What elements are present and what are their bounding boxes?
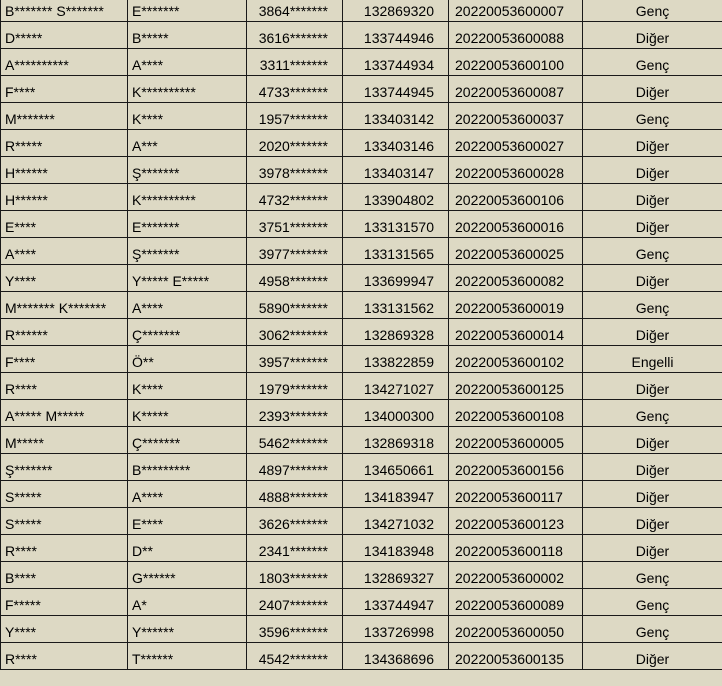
cell-application-no — [449, 130, 583, 157]
cell-application-no-text: 20220053600100 — [455, 57, 565, 73]
cell-surname: E******* — [128, 0, 247, 22]
cell-application-no-text: 20220053600037 — [455, 111, 565, 127]
table-row — [1, 346, 722, 373]
cell-application-no-text: 20220053600135 — [455, 651, 565, 667]
cell-surname: B***** — [128, 22, 247, 49]
cell-application-no — [449, 292, 583, 319]
cell-surname: E**** — [128, 508, 247, 535]
cell-application-no — [449, 265, 583, 292]
cell-application-no — [449, 49, 583, 76]
cell-name: M******* K******* — [1, 292, 128, 319]
cell-surname: Ç******* — [128, 427, 247, 454]
cell-application-no-text: 20220053600014 — [455, 327, 565, 343]
cell-category: Genç — [583, 562, 722, 589]
cell-application-no-text: 20220053600102 — [455, 354, 565, 370]
cell-application-no-text: 20220053600002 — [455, 570, 565, 586]
cell-application-no-text: 20220053600016 — [455, 219, 565, 235]
cell-number: 133403146 — [343, 130, 449, 157]
cell-surname: Ş******* — [128, 238, 247, 265]
cell-application-no — [449, 211, 583, 238]
cell-surname: Y****** — [128, 616, 247, 643]
table-row — [1, 76, 722, 103]
cell-id-masked: 3957******* — [247, 346, 343, 373]
cell-name: H****** — [1, 157, 128, 184]
cell-category: Genç — [583, 49, 722, 76]
cell-category: Diğer — [583, 184, 722, 211]
cell-application-no — [449, 157, 583, 184]
table-row — [1, 616, 722, 643]
cell-category: Diğer — [583, 481, 722, 508]
cell-name: H****** — [1, 184, 128, 211]
cell-application-no-text: 20220053600117 — [455, 489, 563, 505]
cell-surname: A**** — [128, 49, 247, 76]
cell-surname: Ç******* — [128, 319, 247, 346]
table-row — [1, 589, 722, 616]
cell-surname: K**** — [128, 373, 247, 400]
cell-application-no — [449, 589, 583, 616]
cell-application-no-text: 20220053600123 — [455, 516, 565, 532]
cell-number: 133822859 — [343, 346, 449, 373]
cell-category: Diğer — [583, 130, 722, 157]
cell-number: 133904802 — [343, 184, 449, 211]
cell-category: Genç — [583, 589, 722, 616]
cell-id-masked: 4958******* — [247, 265, 343, 292]
cell-category: Diğer — [583, 265, 722, 292]
cell-name: M***** — [1, 427, 128, 454]
cell-id-masked: 4542******* — [247, 643, 343, 670]
table-row — [1, 535, 722, 562]
cell-category: Genç — [583, 616, 722, 643]
cell-id-masked: 3978******* — [247, 157, 343, 184]
cell-name: R***** — [1, 130, 128, 157]
table-row — [1, 400, 722, 427]
cell-name: B**** — [1, 562, 128, 589]
cell-application-no-text: 20220053600108 — [455, 408, 565, 424]
cell-category: Diğer — [583, 643, 722, 670]
cell-surname: K***** — [128, 400, 247, 427]
cell-id-masked: 1803******* — [247, 562, 343, 589]
cell-name: A********** — [1, 49, 128, 76]
cell-category: Diğer — [583, 373, 722, 400]
cell-application-no — [449, 0, 583, 22]
cell-number: 134183947 — [343, 481, 449, 508]
cell-application-no — [449, 400, 583, 427]
cell-name: F***** — [1, 589, 128, 616]
cell-name: R****** — [1, 319, 128, 346]
cell-id-masked: 3626******* — [247, 508, 343, 535]
cell-name: E**** — [1, 211, 128, 238]
cell-number: 133744934 — [343, 49, 449, 76]
cell-category: Diğer — [583, 211, 722, 238]
cell-number: 133403147 — [343, 157, 449, 184]
table-row — [1, 211, 722, 238]
cell-surname: G****** — [128, 562, 247, 589]
cell-application-no-text: 20220053600089 — [455, 597, 565, 613]
cell-id-masked: 3977******* — [247, 238, 343, 265]
cell-application-no — [449, 454, 583, 481]
cell-name: Ş******* — [1, 454, 128, 481]
cell-surname: Y***** E***** — [128, 265, 247, 292]
cell-name: A**** — [1, 238, 128, 265]
cell-name: S***** — [1, 481, 128, 508]
cell-number: 132869328 — [343, 319, 449, 346]
cell-application-no — [449, 346, 583, 373]
table-row — [1, 157, 722, 184]
cell-category: Genç — [583, 0, 722, 22]
cell-name: S***** — [1, 508, 128, 535]
cell-number: 134000300 — [343, 400, 449, 427]
table-row — [1, 562, 722, 589]
cell-id-masked: 2407******* — [247, 589, 343, 616]
cell-application-no-text: 20220053600087 — [455, 84, 565, 100]
cell-surname: Ş******* — [128, 157, 247, 184]
cell-number: 133131570 — [343, 211, 449, 238]
table-row — [1, 22, 722, 49]
cell-application-no — [449, 616, 583, 643]
cell-id-masked: 4733******* — [247, 76, 343, 103]
cell-number: 134271032 — [343, 508, 449, 535]
table-row — [1, 0, 722, 22]
cell-number: 134271027 — [343, 373, 449, 400]
table-row — [1, 481, 722, 508]
table-row — [1, 49, 722, 76]
table-row — [1, 319, 722, 346]
cell-category: Diğer — [583, 427, 722, 454]
cell-application-no-text: 20220053600019 — [455, 300, 565, 316]
cell-category: Diğer — [583, 157, 722, 184]
cell-surname: D** — [128, 535, 247, 562]
cell-application-no — [449, 319, 583, 346]
cell-surname: A**** — [128, 292, 247, 319]
cell-number: 132869320 — [343, 0, 449, 22]
cell-surname: A**** — [128, 481, 247, 508]
cell-application-no-text: 20220053600025 — [455, 246, 565, 262]
cell-application-no-text: 20220053600106 — [455, 192, 565, 208]
cell-category: Diğer — [583, 454, 722, 481]
cell-application-no — [449, 184, 583, 211]
cell-id-masked: 3596******* — [247, 616, 343, 643]
cell-id-masked: 2393******* — [247, 400, 343, 427]
records-table-body — [1, 0, 722, 670]
cell-name: F**** — [1, 76, 128, 103]
cell-id-masked: 4897******* — [247, 454, 343, 481]
cell-number: 133726998 — [343, 616, 449, 643]
cell-application-no — [449, 76, 583, 103]
cell-name: Y**** — [1, 616, 128, 643]
cell-name: Y**** — [1, 265, 128, 292]
cell-name: R**** — [1, 535, 128, 562]
cell-id-masked: 3311******* — [247, 49, 343, 76]
table-row — [1, 643, 722, 670]
cell-number: 133744947 — [343, 589, 449, 616]
cell-number: 133131562 — [343, 292, 449, 319]
cell-number: 134650661 — [343, 454, 449, 481]
cell-id-masked: 2341******* — [247, 535, 343, 562]
cell-application-no — [449, 481, 583, 508]
cell-category: Genç — [583, 103, 722, 130]
cell-name: R**** — [1, 373, 128, 400]
cell-application-no — [449, 103, 583, 130]
table-row — [1, 184, 722, 211]
cell-application-no-text: 20220053600118 — [455, 543, 563, 559]
cell-application-no-text: 20220053600005 — [455, 435, 565, 451]
cell-number: 133131565 — [343, 238, 449, 265]
cell-application-no — [449, 535, 583, 562]
cell-name: A***** M***** — [1, 400, 128, 427]
cell-id-masked: 2020******* — [247, 130, 343, 157]
table-row — [1, 454, 722, 481]
cell-surname: K********** — [128, 76, 247, 103]
cell-surname: K********** — [128, 184, 247, 211]
cell-application-no — [449, 22, 583, 49]
cell-surname: T****** — [128, 643, 247, 670]
cell-id-masked: 4888******* — [247, 481, 343, 508]
cell-number: 134183948 — [343, 535, 449, 562]
cell-id-masked: 3616******* — [247, 22, 343, 49]
cell-id-masked: 5462******* — [247, 427, 343, 454]
cell-id-masked: 4732******* — [247, 184, 343, 211]
cell-id-masked: 1979******* — [247, 373, 343, 400]
cell-category: Diğer — [583, 535, 722, 562]
cell-name: M******* — [1, 103, 128, 130]
table-row — [1, 103, 722, 130]
cell-category: Genç — [583, 292, 722, 319]
cell-number: 133403142 — [343, 103, 449, 130]
cell-number: 133744946 — [343, 22, 449, 49]
cell-application-no-text: 20220053600125 — [455, 381, 565, 397]
cell-id-masked: 5890******* — [247, 292, 343, 319]
cell-number: 132869318 — [343, 427, 449, 454]
cell-name: F**** — [1, 346, 128, 373]
cell-application-no-text: 20220053600007 — [455, 3, 565, 19]
table-row — [1, 238, 722, 265]
table-row — [1, 292, 722, 319]
cell-surname: E******* — [128, 211, 247, 238]
table-row — [1, 265, 722, 292]
cell-application-no — [449, 373, 583, 400]
table-row — [1, 130, 722, 157]
cell-id-masked: 3751******* — [247, 211, 343, 238]
cell-application-no — [449, 643, 583, 670]
cell-id-masked: 3864******* — [247, 0, 343, 22]
cell-category: Engelli — [583, 346, 722, 373]
table-row — [1, 427, 722, 454]
cell-surname: A*** — [128, 130, 247, 157]
cell-category: Genç — [583, 400, 722, 427]
cell-category: Diğer — [583, 319, 722, 346]
cell-application-no-text: 20220053600050 — [455, 624, 565, 640]
cell-application-no — [449, 238, 583, 265]
cell-application-no — [449, 562, 583, 589]
cell-id-masked: 1957******* — [247, 103, 343, 130]
cell-name: R**** — [1, 643, 128, 670]
cell-number: 134368696 — [343, 643, 449, 670]
cell-application-no-text: 20220053600028 — [455, 165, 565, 181]
cell-category: Diğer — [583, 76, 722, 103]
cell-application-no-text: 20220053600088 — [455, 30, 565, 46]
cell-application-no — [449, 427, 583, 454]
cell-application-no — [449, 508, 583, 535]
cell-application-no-text: 20220053600082 — [455, 273, 565, 289]
cell-category: Diğer — [583, 508, 722, 535]
cell-surname: B********* — [128, 454, 247, 481]
cell-surname: K**** — [128, 103, 247, 130]
table-row — [1, 373, 722, 400]
cell-number: 133699947 — [343, 265, 449, 292]
cell-number: 132869327 — [343, 562, 449, 589]
cell-surname: A* — [128, 589, 247, 616]
cell-id-masked: 3062******* — [247, 319, 343, 346]
cell-application-no-text: 20220053600156 — [455, 462, 565, 478]
cell-category: Genç — [583, 238, 722, 265]
cell-name: B******* S******* — [1, 0, 128, 22]
cell-surname: Ö** — [128, 346, 247, 373]
cell-category: Diğer — [583, 22, 722, 49]
cell-application-no-text: 20220053600027 — [455, 138, 565, 154]
cell-number: 133744945 — [343, 76, 449, 103]
cell-name: D***** — [1, 22, 128, 49]
table-row — [1, 508, 722, 535]
